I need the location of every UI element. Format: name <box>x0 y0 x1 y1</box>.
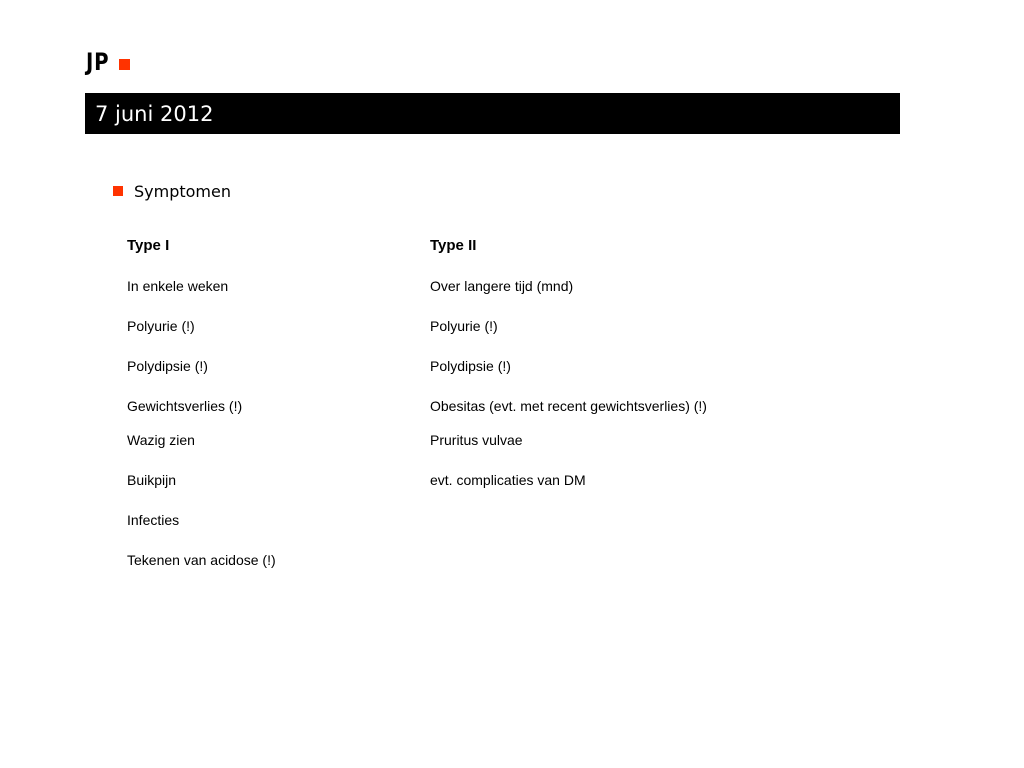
type1-row: Buikpijn <box>127 472 177 488</box>
type2-row: Pruritus vulvae <box>430 432 523 448</box>
type1-row: Polyurie (!) <box>127 318 195 334</box>
type2-row: evt. complicaties van DM <box>430 472 586 488</box>
type2-row: Obesitas (evt. met recent gewichtsverlies) (!) <box>430 398 707 414</box>
column-header-type-1: Type I <box>127 237 170 254</box>
type1-row: Polydipsie (!) <box>127 358 208 374</box>
type1-row: Tekenen van acidose (!) <box>127 552 276 568</box>
date-title: 7 juni 2012 <box>95 101 214 126</box>
column-header-type-2: Type II <box>430 237 477 254</box>
logo-text: JP <box>86 48 110 76</box>
type1-row: Gewichtsverlies (!) <box>127 398 243 414</box>
logo-square-icon <box>119 59 130 70</box>
bullet-square-icon <box>113 186 123 196</box>
type2-row: Polydipsie (!) <box>430 358 511 374</box>
type2-row: Polyurie (!) <box>430 318 498 334</box>
logo <box>86 46 130 78</box>
date-bar <box>85 93 900 134</box>
type1-row: Wazig zien <box>127 432 195 448</box>
type1-row: In enkele weken <box>127 278 229 294</box>
type1-row: Infecties <box>127 512 180 528</box>
type2-row: Over langere tijd (mnd) <box>430 278 574 294</box>
section-title: Symptomen <box>134 181 231 201</box>
section-heading <box>113 179 231 203</box>
